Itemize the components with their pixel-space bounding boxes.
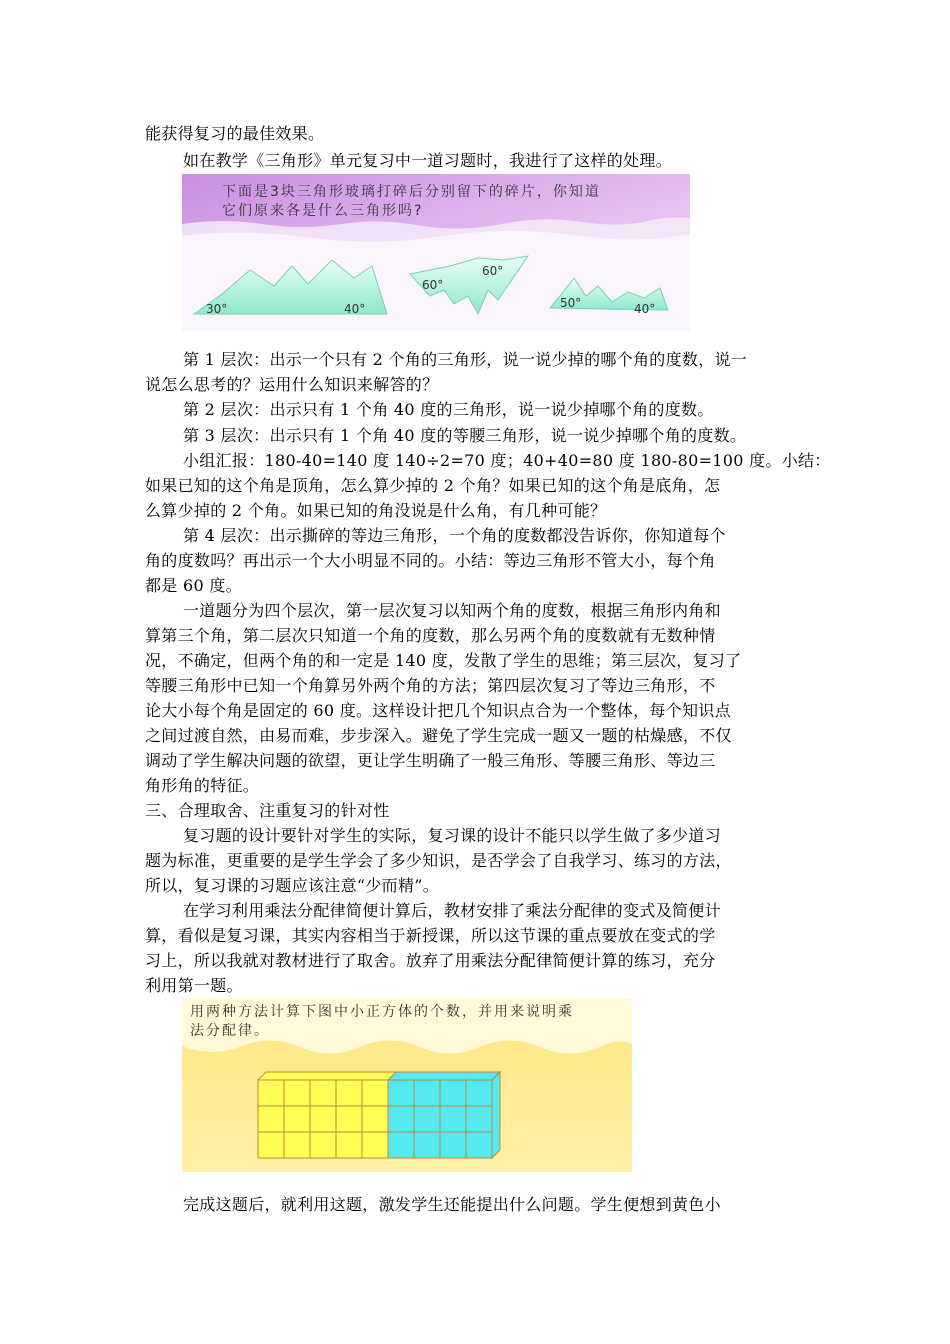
cubes-figure — [182, 998, 632, 1172]
angle-label: 60° — [422, 278, 444, 292]
yellow-cube — [336, 1080, 362, 1106]
figure-prompt-line: 下面是3块三角形玻璃打碎后分别留下的碎片，你知道 — [222, 184, 601, 200]
yellow-cube — [284, 1132, 310, 1158]
cyan-top-face — [388, 1072, 500, 1080]
paragraph-text: 习上，所以我就对教材进行了取舍。放弃了用乘法分配律简便计算的练习，充分 — [145, 951, 716, 970]
paragraph-text: 第 4 层次：出示撕碎的等边三角形，一个角的度数都没告诉你，你知道每个 — [183, 526, 726, 545]
yellow-cube — [310, 1132, 336, 1158]
cyan-side-face — [492, 1072, 500, 1158]
paragraph-text: 况，不确定，但两个角的和一定是 140 度，发散了学生的思维；第三层次，复习了 — [145, 651, 742, 670]
cyan-cube — [414, 1080, 440, 1106]
paragraph-text: 完成这题后，就利用这题，激发学生还能提出什么问题。学生便想到黄色小 — [183, 1195, 721, 1214]
yellow-cube — [336, 1132, 362, 1158]
cyan-cube — [414, 1106, 440, 1132]
paragraph-text: 说怎么思考的？运用什么知识来解答的？ — [145, 375, 439, 394]
paragraph-text: 调动了学生解决问题的欲望，更让学生明确了一般三角形、等腰三角形、等边三 — [145, 751, 716, 770]
paragraph-text: 复习题的设计要针对学生的实际，复习课的设计不能只以学生做了多少道习 — [183, 826, 721, 845]
paragraph-text: 所以，复习课的习题应该注意“少而精”。 — [145, 876, 440, 895]
cyan-cube — [440, 1132, 466, 1158]
paragraph-text: 之间过渡自然，由易而难，步步深入。避免了学生完成一题又一题的枯燥感，不仅 — [145, 726, 732, 745]
paragraph-text: 在学习利用乘法分配律简便计算后，教材安排了乘法分配律的变式及简便计 — [183, 901, 721, 920]
yellow-cube — [284, 1106, 310, 1132]
angle-label: 50° — [560, 296, 582, 310]
yellow-cube — [362, 1106, 388, 1132]
cyan-cube — [440, 1080, 466, 1106]
cyan-cube — [466, 1132, 492, 1158]
yellow-cube — [258, 1080, 284, 1106]
paragraph-text: 算第三个角，第二层次只知道一个角的度数，那么另两个角的度数就有无数种情 — [145, 626, 716, 645]
yellow-cube — [362, 1132, 388, 1158]
paragraph-text: 论大小每个角是固定的 60 度。这样设计把几个知识点合为一个整体，每个知识点 — [145, 701, 731, 720]
yellow-cube — [310, 1080, 336, 1106]
cyan-cube — [466, 1080, 492, 1106]
section-heading: 三、合理取舍、注重复习的针对性 — [145, 801, 390, 820]
cyan-cube — [466, 1106, 492, 1132]
yellow-cube — [284, 1080, 310, 1106]
paragraph-text: 都是 60 度。 — [145, 576, 242, 595]
figure-prompt-line: 它们原来各是什么三角形吗? — [222, 203, 424, 219]
paragraph-text: 利用第一题。 — [145, 976, 243, 995]
cyan-cube — [414, 1132, 440, 1158]
yellow-cube — [258, 1106, 284, 1132]
figure-prompt-line: 用两种方法计算下图中小正方体的个数，并用来说明乘 — [190, 1004, 574, 1020]
cyan-cube — [388, 1080, 414, 1106]
yellow-cube — [362, 1080, 388, 1106]
angle-label: 40° — [344, 302, 366, 316]
paragraph-text: 第 1 层次：出示一个只有 2 个角的三角形，说一说少掉的哪个角的度数，说一 — [183, 350, 748, 369]
angle-label: 60° — [482, 264, 504, 278]
triangle-shards-figure — [182, 174, 690, 331]
angle-label: 40° — [634, 302, 656, 316]
yellow-cube — [258, 1132, 284, 1158]
cube-block-grid — [258, 1072, 500, 1158]
cyan-cube — [388, 1132, 414, 1158]
paragraph-text: 算，看似是复习课，其实内容相当于新授课，所以这节课的重点要放在变式的学 — [145, 926, 716, 945]
paragraph-text: 一道题分为四个层次，第一层次复习以知两个角的度数，根据三角形内角和 — [183, 601, 721, 620]
paragraph-text: 能获得复习的最佳效果。 — [145, 124, 325, 143]
paragraph-text: 小组汇报：180-40=140 度 140÷2=70 度；40+40=80 度 180-80=100 度。小结： — [183, 451, 831, 470]
paragraph-text: 等腰三角形中已知一个角算另外两个角的方法；第四层次复习了等边三角形，不 — [145, 676, 716, 695]
yellow-top-face — [258, 1072, 396, 1080]
paragraph-text: 角的度数吗？再出示一个大小明显不同的。小结：等边三角形不管大小，每个角 — [145, 551, 716, 570]
yellow-cube — [310, 1106, 336, 1132]
paragraph-text: 如果已知的这个角是顶角，怎么算少掉的 2 个角？如果已知的这个角是底角，怎 — [145, 476, 721, 495]
figure-prompt-line: 法分配律。 — [190, 1023, 270, 1039]
yellow-cube — [336, 1106, 362, 1132]
cyan-cube — [440, 1106, 466, 1132]
paragraph-text: 题为标准，更重要的是学生学会了多少知识，是否学会了自我学习、练习的方法， — [145, 851, 732, 870]
angle-label: 30° — [206, 302, 228, 316]
paragraph-text: 如在教学《三角形》单元复习中一道习题时，我进行了这样的处理。 — [183, 151, 673, 170]
paragraph-text: 第 2 层次：出示只有 1 个角 40 度的三角形，说一说少掉哪个角的度数。 — [183, 400, 714, 419]
cyan-cube — [388, 1106, 414, 1132]
paragraph-text: 么算少掉的 2 个角。如果已知的角没说是什么角，有几种可能？ — [145, 501, 607, 520]
paragraph-text: 第 3 层次：出示只有 1 个角 40 度的等腰三角形，说一说少掉哪个角的度数。 — [183, 426, 747, 445]
paragraph-text: 角形角的特征。 — [145, 776, 260, 795]
